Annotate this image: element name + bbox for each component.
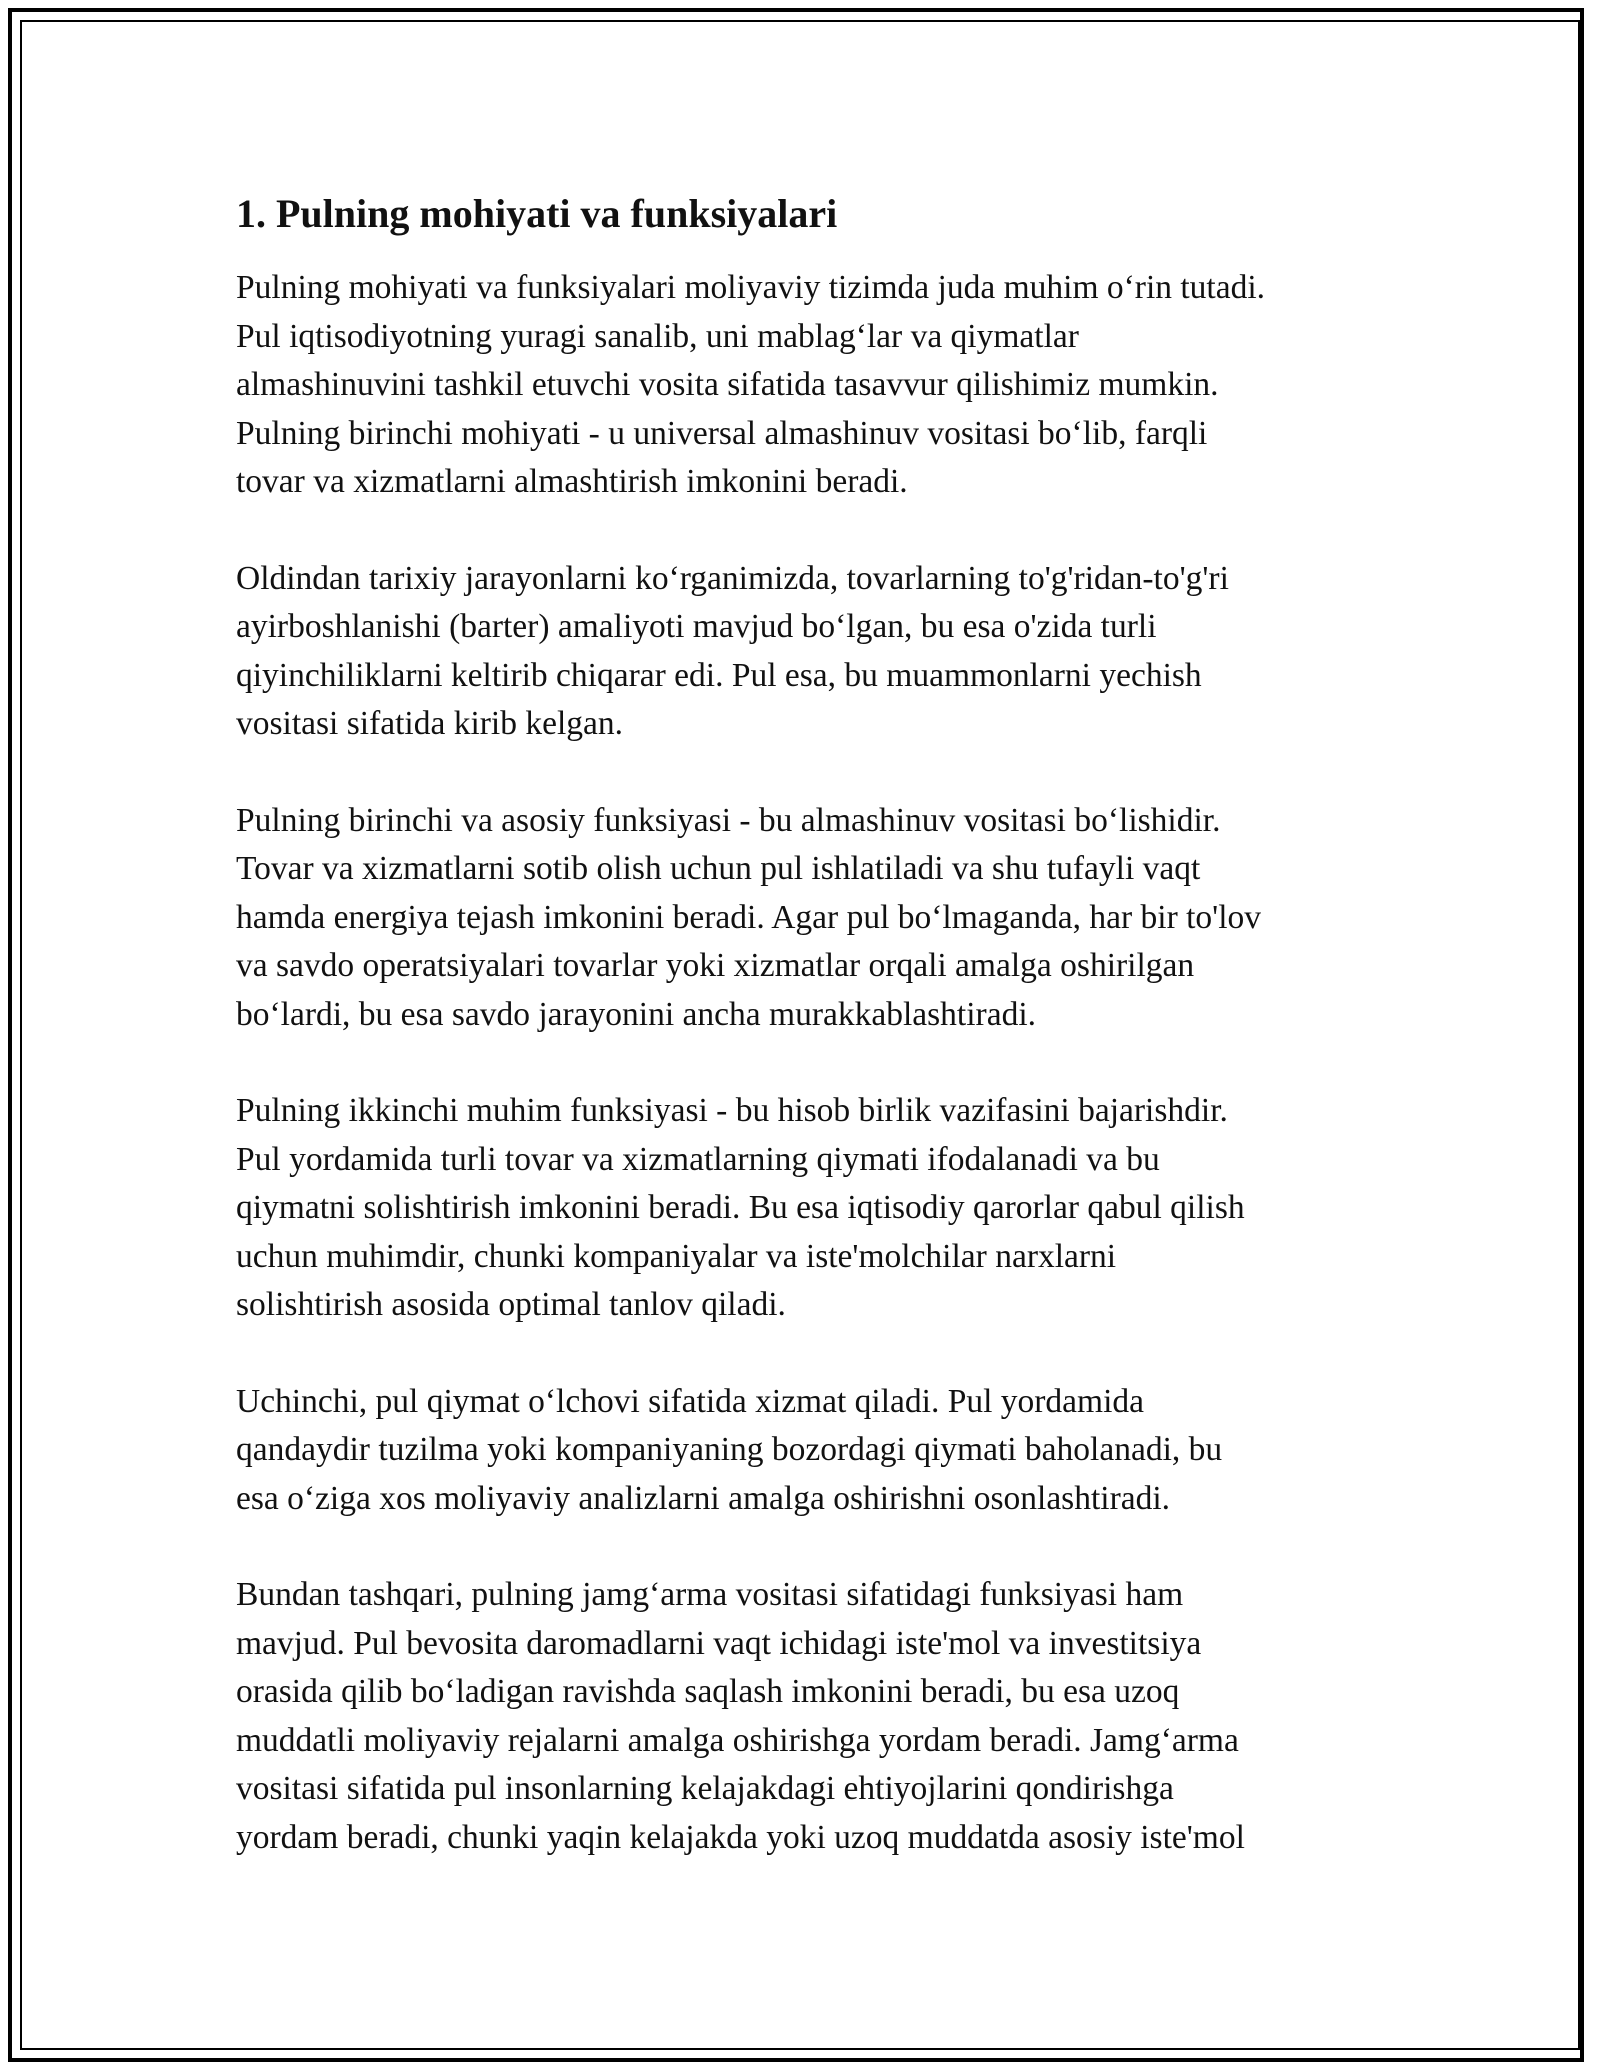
paragraph-2 [236,555,1376,749]
text-line: tovar va xizmatlarni almashtirish imkonini beradi. [236,463,908,500]
text-line: vositasi sifatida kirib kelgan. [236,705,624,742]
text-line: bo‘lardi, bu esa savdo jarayonini ancha murakkablashtiradi. [236,995,1037,1033]
paragraph-5 [236,1378,1376,1524]
paragraph-6 [236,1571,1376,1862]
text-line: Pulning birinchi va asosiy funksiyasi - bu almashinuv vositasi bo‘lishidir. [236,801,1221,839]
text-line: vositasi sifatida pul insonlarning kelajakdagi ehtiyojlarini qondirishga [236,1770,1174,1807]
text-line: Tovar va xizmatlarni sotib olish uchun pul ishlatiladi va shu tufayli vaqt [236,850,1201,887]
text-line: Pul yordamida turli tovar va xizmatlarning qiymati ifodalanadi va bu [236,1140,1160,1178]
text-line: almashinuvini tashkil etuvchi vosita sifatida tasavvur qilishimiz mumkin. [236,366,1219,403]
text-line: Pulning mohiyati va funksiyalari moliyaviy tizimda juda muhim o‘rin tutadi. [236,269,1266,306]
text-line: uchun muhimdir, chunki kompaniyalar va iste'molchilar narxlarni [236,1237,1117,1275]
text-line: Oldindan tarixiy jarayonlarni ko‘rganimizda, tovarlarning to'g'ridan-to'g'ri [236,559,1229,597]
text-line: va savdo operatsiyalari tovarlar yoki xizmatlar orqali amalga oshirilgan [236,947,1195,984]
paragraph-1 [236,264,1376,507]
text-line: Pulning birinchi mohiyati - u universal almashinuv vositasi bo‘lib, farqli [236,414,1208,452]
text-line: hamda energiya tejash imkonini beradi. Agar pul bo‘lmaganda, har bir to'lov [236,898,1262,936]
text-line: orasida qilib bo‘ladigan ravishda saqlash imkonini beradi, bu esa uzoq [236,1673,1180,1710]
text-line: muddatli moliyaviy rejalarni amalga oshirishga yordam beradi. Jamg‘arma [236,1721,1239,1759]
text-line: Uchinchi, pul qiymat o‘lchovi sifatida xizmat qiladi. Pul yordamida [236,1382,1145,1420]
text-line: mavjud. Pul bevosita daromadlarni vaqt ichidagi iste'mol va investitsiya [236,1624,1202,1662]
text-line: yordam beradi, chunki yaqin kelajakda yoki uzoq muddatda asosiy iste'mol [236,1818,1245,1856]
text-line: qiyinchiliklarni keltirib chiqarar edi. Pul esa, bu muammonlarni yechish [236,656,1202,694]
text-line: Pul iqtisodiyotning yuragi sanalib, uni mablag‘lar va qiymatlar [236,317,1079,355]
text-line: Pulning ikkinchi muhim funksiyasi - bu hisob birlik vazifasini bajarishdir. [236,1092,1228,1129]
text-line: qandaydir tuzilma yoki kompaniyaning bozordagi qiymati baholanadi, bu [236,1431,1223,1468]
text-line: Bundan tashqari, pulning jamg‘arma vositasi sifatidagi funksiyasi ham [236,1576,1184,1613]
document-body [236,188,1376,1910]
paragraph-4 [236,1087,1376,1330]
section-heading: 1. Pulning mohiyati va funksiyalari [236,191,838,236]
text-line: qiymatni solishtirish imkonini beradi. Bu esa iqtisodiy qarorlar qabul qilish [236,1189,1245,1226]
text-line: ayirboshlanishi (barter) amaliyoti mavjud bo‘lgan, bu esa o'zida turli [236,608,1157,645]
text-line: solishtirish asosida optimal tanlov qiladi. [236,1286,786,1323]
text-line: esa o‘ziga xos moliyaviy analizlarni amalga oshirishni osonlashtiradi. [236,1479,1171,1517]
paragraph-3 [236,797,1376,1040]
